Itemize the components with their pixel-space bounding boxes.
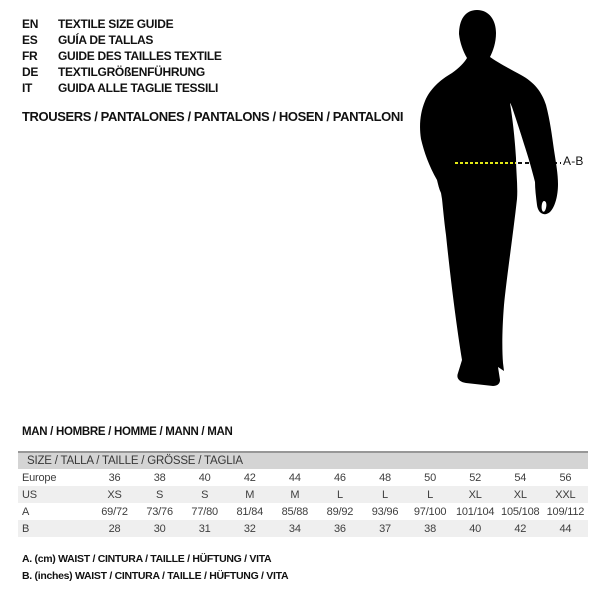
category-heading: TROUSERS / PANTALONES / PANTALONS / HOSEN / PANTALONI (22, 109, 404, 124)
table-row (18, 469, 588, 486)
size-cell: 77/80 (191, 505, 218, 518)
language-title: TEXTILE SIZE GUIDE (58, 17, 174, 31)
waist-measure-line (455, 162, 516, 164)
size-cell: M (272, 486, 317, 503)
table-header-row (18, 452, 588, 469)
size-cell: 36 (108, 471, 121, 484)
size-cell: 30 (137, 520, 182, 537)
size-cell: 73/76 (146, 505, 173, 518)
row-label: A (22, 505, 30, 518)
size-cell: XL (498, 486, 543, 503)
language-code: FR (22, 49, 38, 63)
size-cell: 89/92 (326, 505, 354, 518)
size-cell: 52 (469, 471, 482, 484)
size-cell: S (137, 486, 182, 503)
note-b: B. (inches) WAIST / CINTURA / TAILLE / HÜFTUNG / VITA (22, 569, 289, 582)
size-cell: 48 (379, 471, 391, 484)
section-heading: MAN / HOMBRE / HOMME / MANN / MAN (22, 426, 233, 438)
size-cell: 50 (424, 471, 436, 484)
size-cell: 81/84 (236, 505, 264, 518)
language-title: GUIDA ALLE TAGLIE TESSILI (58, 81, 219, 95)
measure-label: A-B (563, 154, 584, 168)
size-cell: 36 (317, 520, 362, 537)
size-cell: 44 (543, 520, 588, 537)
size-cell: L (317, 486, 362, 503)
table-header-label: SIZE / TALLA / TAILLE / GRÖSSE / TAGLIA (18, 452, 588, 469)
language-title: GUÍA DE TALLAS (58, 33, 154, 47)
size-cell: 38 (153, 471, 166, 484)
language-code: EN (22, 17, 39, 31)
size-cell: M (227, 486, 272, 503)
size-cell: 34 (272, 520, 317, 537)
size-cell: 32 (227, 520, 272, 537)
size-cell: XS (92, 486, 137, 503)
language-code: DE (22, 65, 39, 79)
size-cell: 38 (408, 520, 453, 537)
size-cell: XXL (543, 486, 588, 503)
size-cell: XL (453, 486, 498, 503)
size-cell: L (362, 486, 407, 503)
size-cell: 40 (198, 471, 211, 484)
table-row (18, 503, 588, 520)
size-cell: 105/108 (501, 505, 540, 518)
size-cell: L (408, 486, 453, 503)
language-code: IT (22, 81, 33, 95)
size-cell: 101/104 (455, 505, 495, 518)
row-label: Europe (22, 471, 57, 484)
language-title: TEXTILGRÖßENFÜHRUNG (58, 65, 205, 79)
man-silhouette (400, 0, 600, 420)
table-row (18, 486, 588, 503)
size-cell: 37 (362, 520, 407, 537)
size-cell: 97/100 (413, 505, 447, 518)
size-cell: 46 (334, 471, 346, 484)
size-cell: 56 (559, 471, 572, 484)
language-code: ES (22, 33, 38, 47)
size-cell: 44 (288, 471, 301, 484)
table-row (18, 520, 588, 537)
size-cell: 31 (182, 520, 227, 537)
size-cell: S (182, 486, 227, 503)
language-title: GUIDE DES TAILLES TEXTILE (58, 49, 222, 63)
size-cell: 42 (243, 471, 256, 484)
size-cell: 40 (453, 520, 498, 537)
measurement-notes (22, 553, 288, 586)
note-a: A. (cm) WAIST / CINTURA / TAILLE / HÜFTUNG / VITA (22, 553, 272, 565)
size-table (18, 451, 588, 537)
size-cell: 54 (514, 471, 527, 484)
size-cell: 42 (498, 520, 543, 537)
size-cell: 69/72 (101, 505, 128, 518)
row-label: B (18, 520, 92, 537)
size-cell: 28 (92, 520, 137, 537)
size-cell: 109/112 (546, 505, 585, 518)
size-cell: 93/96 (371, 505, 399, 518)
size-cell: 85/88 (281, 505, 309, 518)
row-label: US (18, 486, 92, 503)
